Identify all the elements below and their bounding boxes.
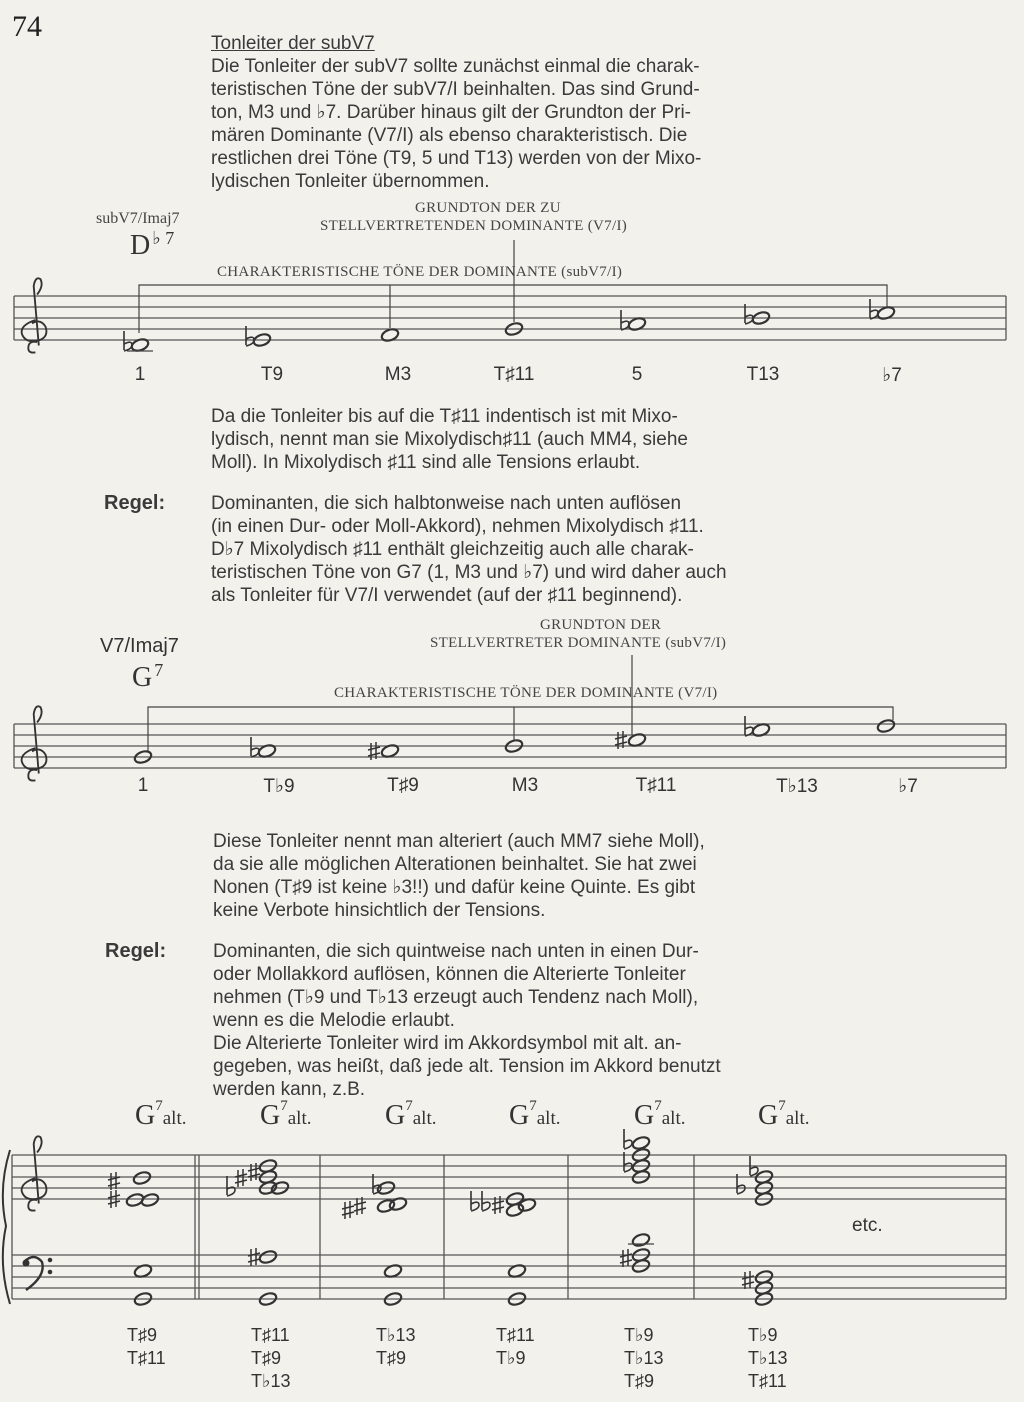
tension-label: T♯9 bbox=[127, 1325, 158, 1345]
tension-group bbox=[748, 1324, 788, 1393]
chord-sup: 7 bbox=[405, 1098, 413, 1114]
rule1-line: als Tonleiter für V7/I verwendet (auf der ♯11 beginnend). bbox=[211, 585, 683, 606]
section1-block bbox=[211, 32, 701, 193]
chord-root: G bbox=[758, 1100, 779, 1131]
annotation-top: GRUNDTON DER ZU bbox=[415, 200, 561, 216]
annotation-top: STELLVERTRETER DOMINANTE (subV7/I) bbox=[430, 635, 727, 651]
paragraph2-block bbox=[211, 405, 688, 474]
tension-label: T♭13 bbox=[251, 1371, 291, 1391]
section1-line: restlichen drei Töne (T9, 5 und T13) werden von der Mixo- bbox=[211, 148, 702, 169]
tension-label: T♭9 bbox=[624, 1325, 654, 1345]
degree-label: T9 bbox=[260, 364, 284, 385]
chord-function-label: V7/Imaj7 bbox=[100, 635, 179, 657]
rule1-block bbox=[211, 492, 727, 607]
degree-label: ♭7 bbox=[898, 776, 918, 797]
rule2-block bbox=[213, 940, 721, 1101]
rule1-line: Dominanten, die sich halbtonweise nach unten auflösen bbox=[211, 493, 682, 514]
etc-label: etc. bbox=[852, 1215, 883, 1236]
degree-label: ♭7 bbox=[882, 365, 902, 386]
degree-label: 5 bbox=[631, 364, 643, 385]
tension-label: T♯9 bbox=[376, 1348, 407, 1368]
chord-root: G bbox=[634, 1100, 655, 1131]
rule2-line: wenn es die Melodie erlaubt. bbox=[213, 1010, 455, 1031]
tension-label: T♭9 bbox=[748, 1325, 778, 1345]
tension-label: T♯11 bbox=[748, 1371, 787, 1391]
chord-sup: 7 bbox=[155, 1098, 163, 1114]
chord-symbol bbox=[758, 1098, 809, 1132]
chord-symbol bbox=[634, 1098, 685, 1132]
chord-sub: alt. bbox=[536, 1108, 561, 1129]
degree-label: T♭9 bbox=[263, 776, 295, 797]
degree-label: T♭13 bbox=[776, 776, 818, 797]
section1-line: teristischen Töne der subV7/I beinhalten. Das sind Grund- bbox=[211, 79, 700, 100]
annotation-bracket: CHARAKTERISTISCHE TÖNE DER DOMINANTE (V7/I) bbox=[334, 685, 718, 701]
chord-sub: alt. bbox=[661, 1108, 686, 1129]
tension-label: T♭13 bbox=[624, 1348, 664, 1368]
paragraph3-line: Diese Tonleiter nennt man alteriert (auch MM7 siehe Moll), bbox=[213, 831, 705, 852]
section1-line: Die Tonleiter der subV7 sollte zunächst einmal die charak- bbox=[211, 56, 700, 77]
chord-suffix: 7 bbox=[154, 660, 164, 680]
degree-label: T13 bbox=[746, 364, 780, 385]
tension-label: T♯9 bbox=[251, 1348, 282, 1368]
degree-label: T♯11 bbox=[635, 775, 677, 796]
degree-label: M3 bbox=[384, 364, 412, 385]
tension-group bbox=[127, 1324, 166, 1370]
chord-symbol bbox=[260, 1098, 311, 1132]
annotation-bracket: CHARAKTERISTISCHE TÖNE DER DOMINANTE (subV7/I) bbox=[217, 264, 623, 280]
rule2-line: oder Mollakkord auflösen, können die Alterierte Tonleiter bbox=[213, 964, 686, 985]
annotation-top: STELLVERTRETENDEN DOMINANTE (V7/I) bbox=[320, 218, 628, 234]
paragraph2-line: Moll). In Mixolydisch ♯11 sind alle Tensions erlaubt. bbox=[211, 452, 641, 473]
degree-label: M3 bbox=[511, 775, 539, 796]
paragraph2-line: lydisch, nennt man sie Mixolydisch♯11 (auch MM4, siehe bbox=[211, 429, 688, 450]
chord-sub: alt. bbox=[162, 1108, 187, 1129]
tension-label: T♭9 bbox=[496, 1348, 526, 1368]
chord-sup: 7 bbox=[778, 1098, 786, 1114]
tension-group bbox=[251, 1324, 291, 1393]
tension-label: T♯11 bbox=[496, 1325, 535, 1345]
tension-label: T♯11 bbox=[127, 1348, 166, 1368]
rule1-line: D♭7 Mixolydisch ♯11 enthält gleichzeitig auch alle charak- bbox=[211, 539, 694, 560]
chord-sup: 7 bbox=[529, 1098, 537, 1114]
page-number: 74 bbox=[12, 10, 42, 43]
section1-line: lydischen Tonleiter übernommen. bbox=[211, 171, 490, 192]
chord-root: G bbox=[135, 1100, 156, 1131]
tension-label: T♭13 bbox=[376, 1325, 416, 1345]
chord-sub: alt. bbox=[785, 1108, 810, 1129]
chord-symbol bbox=[130, 228, 174, 262]
tension-label: T♯9 bbox=[624, 1371, 655, 1391]
section1-title: Tonleiter der subV7 bbox=[211, 33, 375, 54]
rule-label: Regel: bbox=[105, 940, 167, 962]
chord-suffix: ♭ 7 bbox=[152, 228, 175, 248]
chord-root: D bbox=[130, 230, 151, 261]
section1-line: mären Dominante (V7/I) als ebenso charakteristisch. Die bbox=[211, 125, 688, 146]
tension-group bbox=[376, 1324, 416, 1370]
chord-root: G bbox=[509, 1100, 530, 1131]
paragraph3-line: Nonen (T♯9 ist keine ♭3!!) und dafür keine Quinte. Es gibt bbox=[213, 877, 696, 898]
degree-label: T♯11 bbox=[493, 364, 535, 385]
rule2-line: Dominanten, die sich quintweise nach unten in einen Dur- bbox=[213, 941, 699, 962]
paragraph2-line: Da die Tonleiter bis auf die T♯11 indentisch ist mit Mixo- bbox=[211, 406, 678, 427]
rule2-line: nehmen (T♭9 und T♭13 erzeugt auch Tendenz nach Moll), bbox=[213, 987, 699, 1008]
section1-line: ton, M3 und ♭7. Darüber hinaus gilt der Grundton der Pri- bbox=[211, 102, 691, 123]
degree-label: 1 bbox=[134, 364, 146, 385]
tension-label: T♯11 bbox=[251, 1325, 290, 1345]
paragraph3-line: da sie alle möglichen Alterationen beinhaltet. Sie hat zwei bbox=[213, 854, 697, 875]
tension-label: T♭13 bbox=[748, 1348, 788, 1368]
chord-root: G bbox=[385, 1100, 406, 1131]
rule1-line: teristischen Töne von G7 (1, M3 und ♭7) und wird daher auch bbox=[211, 562, 727, 583]
chord-function-label: subV7/Imaj7 bbox=[96, 210, 180, 227]
chord-symbol bbox=[135, 1098, 186, 1132]
rule1-line: (in einen Dur- oder Moll-Akkord), nehmen Mixolydisch ♯11. bbox=[211, 516, 704, 537]
chord-root: G bbox=[260, 1100, 281, 1131]
chord-symbol bbox=[509, 1098, 560, 1132]
annotation-top: GRUNDTON DER bbox=[540, 617, 662, 633]
rule2-line: Die Alterierte Tonleiter wird im Akkordsymbol mit alt. an- bbox=[213, 1033, 682, 1054]
chord-sub: alt. bbox=[412, 1108, 437, 1129]
tension-group bbox=[624, 1324, 664, 1393]
paragraph3-line: keine Verbote hinsichtlich der Tensions. bbox=[213, 900, 546, 921]
chord-sup: 7 bbox=[654, 1098, 662, 1114]
rule2-line: gegeben, was heißt, daß jede alt. Tension im Akkord benutzt bbox=[213, 1056, 721, 1077]
chord-root: G bbox=[132, 662, 153, 693]
degree-label: 1 bbox=[137, 775, 149, 796]
degree-label: T♯9 bbox=[387, 775, 419, 796]
rule-label: Regel: bbox=[104, 492, 166, 514]
paragraph3-block bbox=[213, 830, 705, 922]
chord-symbol bbox=[385, 1098, 436, 1132]
chord-sub: alt. bbox=[287, 1108, 312, 1129]
rule2-line: werden kann, z.B. bbox=[213, 1079, 366, 1100]
chord-symbol bbox=[132, 660, 163, 694]
tension-group bbox=[496, 1324, 535, 1370]
chord-sup: 7 bbox=[280, 1098, 288, 1114]
